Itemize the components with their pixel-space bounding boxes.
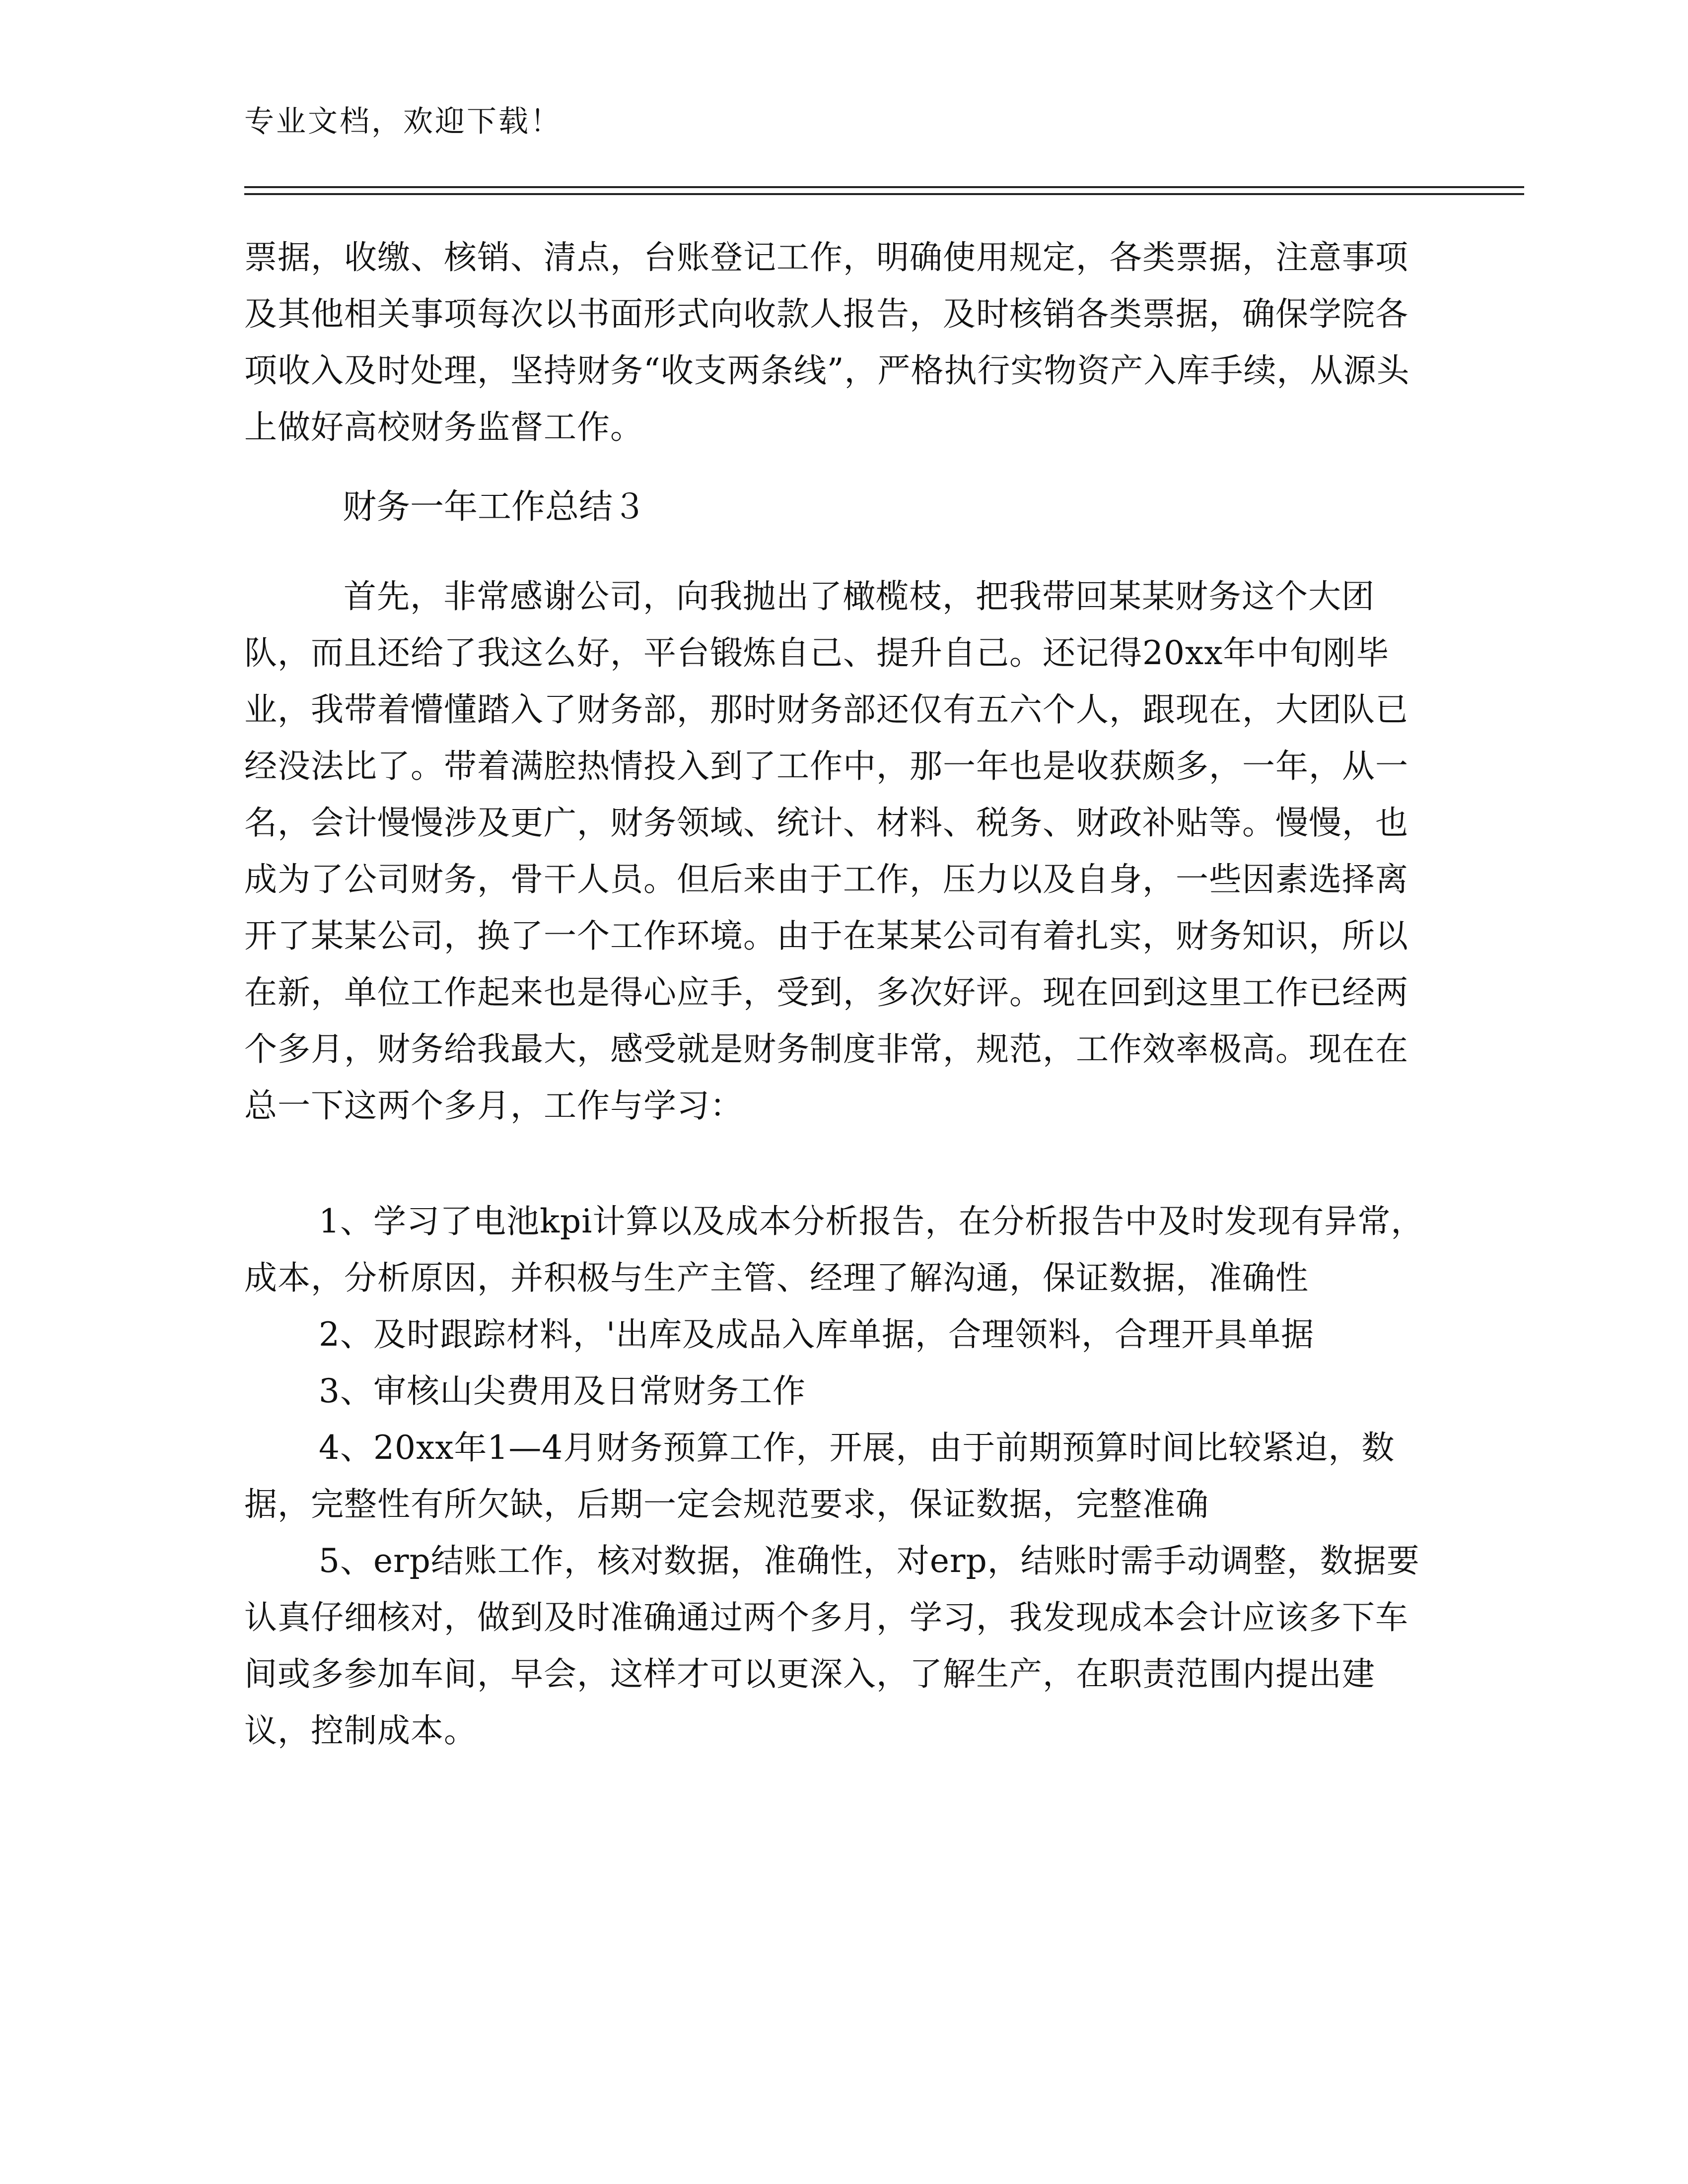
previous-section-body	[244, 229, 1436, 456]
numbered-list	[244, 1193, 1436, 1759]
list-item: 5、erp结账工作，核对数据，准确性，对erp，结账时需手动调整，数据要认真仔细核对，做到及时准确通过两个多月，学习，我发现成本会计应该多下车间或多参加车间，早会，这样才可以更深入，了解生产，在职责范围内提出建议，控制成本。	[244, 1542, 1420, 1750]
intro-paragraph: 首先，非常感谢公司，向我抛出了橄榄枝，把我带回某某财务这个大团队，而且还给了我这么好，平台锻炼自己、提升自己。还记得20xx年中旬刚毕业，我带着懵懂踏入了财务部，那时财务部还仅有五六个人，跟现在，大团队已经没法比了。带着满腔热情投入到了工作中，那一年也是收获颇多，一年，从一名，会计慢慢涉及更广，财务领域、统计、材料、税务、财政补贴等。慢慢，也成为了公司财务，骨干人员。但后来由于工作，压力以及自身，一些因素选择离开了某某公司，换了一个工作环境。由于在某某公司有着扎实，财务知识，所以在新，单位工作起来也是得心应手，受到，多次好评。现在回到这里工作已经两个多月，财务给我最大，感受就是财务制度非常，规范，工作效率极高。现在在总一下这两个多月，工作与学习：	[244, 577, 1408, 1125]
list-item: 3、审核山尖费用及日常财务工作	[319, 1372, 806, 1410]
header-divider-top	[244, 186, 1524, 188]
list-item: 4、20xx年1—4月财务预算工作，开展，由于前期预算时间比较紧迫，数据，完整性有所欠缺，后期一定会规范要求，保证数据，完整准确	[244, 1429, 1395, 1523]
list-item: 1、学习了电池kpi计算以及成本分析报告，在分析报告中及时发现有异常，成本，分析原因，并积极与生产主管、经理了解沟通，保证数据，准确性	[244, 1202, 1424, 1297]
list-item: 2、及时跟踪材料，'出库及成品入库单据，合理领料，合理开具单据	[319, 1315, 1315, 1354]
body-paragraph: 票据，收缴、核销、清点，台账登记工作，明确使用规定，各类票据，注意事项及其他相关事项每次以书面形式向收款人报告，及时核销各类票据，确保学院各项收入及时处理，坚持财务“收支两条线”，严格执行实物资产入库手续，从源头上做好高校财务监督工作。	[244, 238, 1410, 446]
section-intro	[244, 568, 1436, 1134]
page-header-text: 专业文档，欢迎下载！	[244, 104, 562, 139]
section-heading: 财务一年工作总结３	[343, 487, 647, 527]
header-divider-bottom	[244, 193, 1524, 195]
